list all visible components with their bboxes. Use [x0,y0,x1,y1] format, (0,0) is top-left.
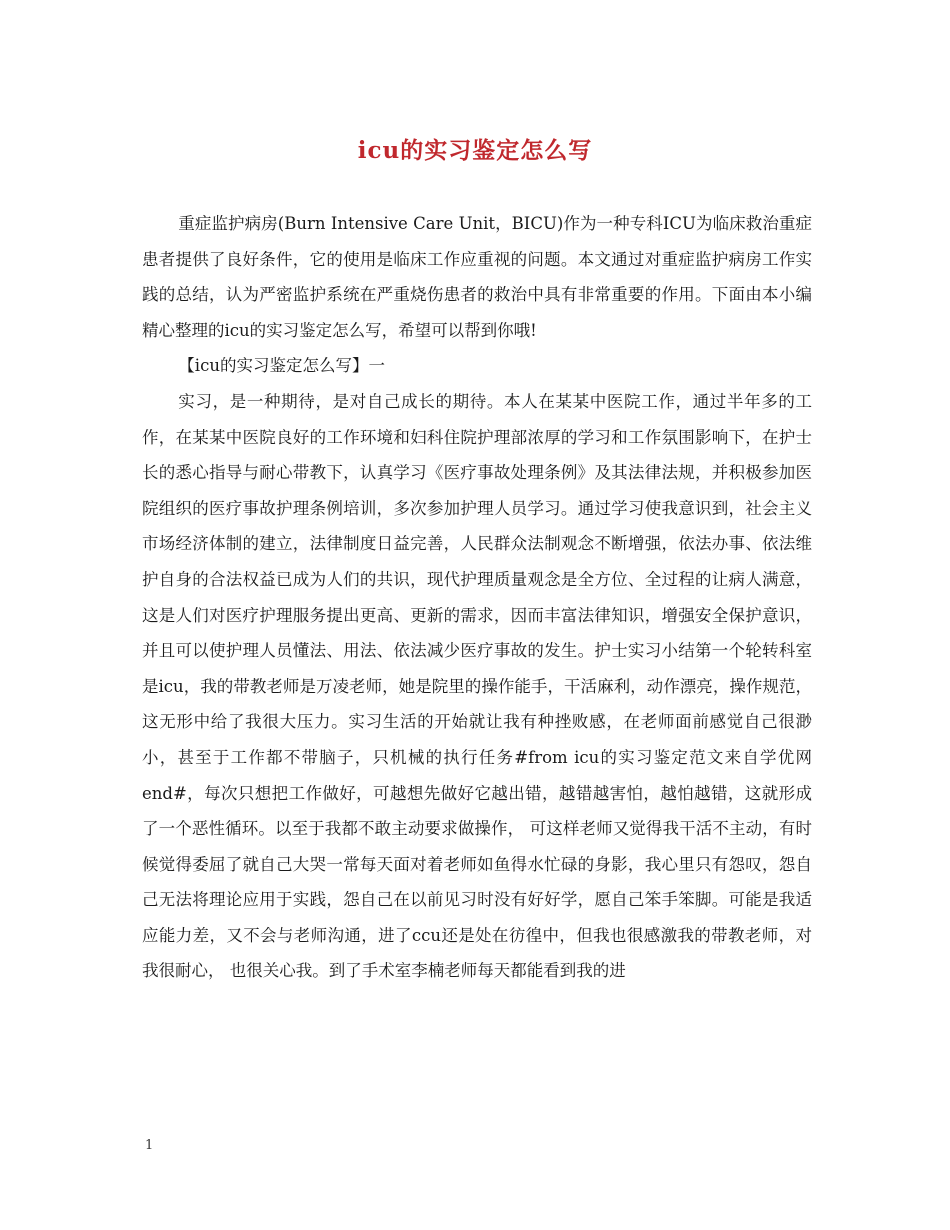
document-body [142,206,812,989]
page-number: 1 [145,1138,154,1153]
main-paragraph: 实习，是一种期待，是对自己成长的期待。本人在某某中医院工作，通过半年多的工作，在某某中医院良好的工作环境和妇科住院护理部浓厚的学习和工作氛围影响下，在护士长的悉心指导与耐心带教下，认真学习《医疗事故处理条例》及其法律法规，并积极参加医院组织的医疗事故护理条例培训，多次参加护理人员学习。通过学习使我意识到，社会主义市场经济体制的建立，法律制度日益完善，人民群众法制观念不断增强，依法办事、依法维护自身的合法权益已成为人们的共识，现代护理质量观念是全方位、全过程的让病人满意，这是人们对医疗护理服务提出更高、更新的需求，因而丰富法律知识，增强安全保护意识，并且可以使护理人员懂法、用法、依法减少医疗事故的发生。护士实习小结第一个轮转科室是icu，我的带教老师是万凌老师，她是院里的操作能手，干活麻利，动作漂亮，操作规范，这无形中给了我很大压力。实习生活的开始就让我有种挫败感，在老师面前感觉自己很渺小，甚至于工作都不带脑子，只机械的执行任务#from icu的实习鉴定范文来自学优网 end#，每次只想把工作做好，可越想先做好它越出错，越错越害怕，越怕越错，这就形成了一个恶性循环。以至于我都不敢主动要求做操作， 可这样老师又觉得我干活不主动，有时候觉得委屈了就自己大哭一常每天面对着老师如鱼得水忙碌的身影，我心里只有怨叹，怨自己无法将理论应用于实践，怨自己在以前见习时没有好好学，愿自己笨手笨脚。可能是我适应能力差，又不会与老师沟通，进了ccu还是处在彷徨中，但我也很感激我的带教老师，对我很耐心， 也很关心我。到了手术室李楠老师每天都能看到我的进 [142,391,812,981]
intro-paragraph: 重症监护病房(Burn Intensive Care Unit，BICU)作为一种专科ICU为临床救治重症患者提供了良好条件，它的使用是临床工作应重视的问题。本文通过对重症监护病房工作实践的总结，认为严密监护系统在严重烧伤患者的救治中具有非常重要的作用。下面由本小编精心整理的icu的实习鉴定怎么写，希望可以帮到你哦! [142,214,812,340]
page-title: icu的实习鉴定怎么写 [357,137,593,164]
section-heading: 【icu的实习鉴定怎么写】一 [178,356,385,376]
